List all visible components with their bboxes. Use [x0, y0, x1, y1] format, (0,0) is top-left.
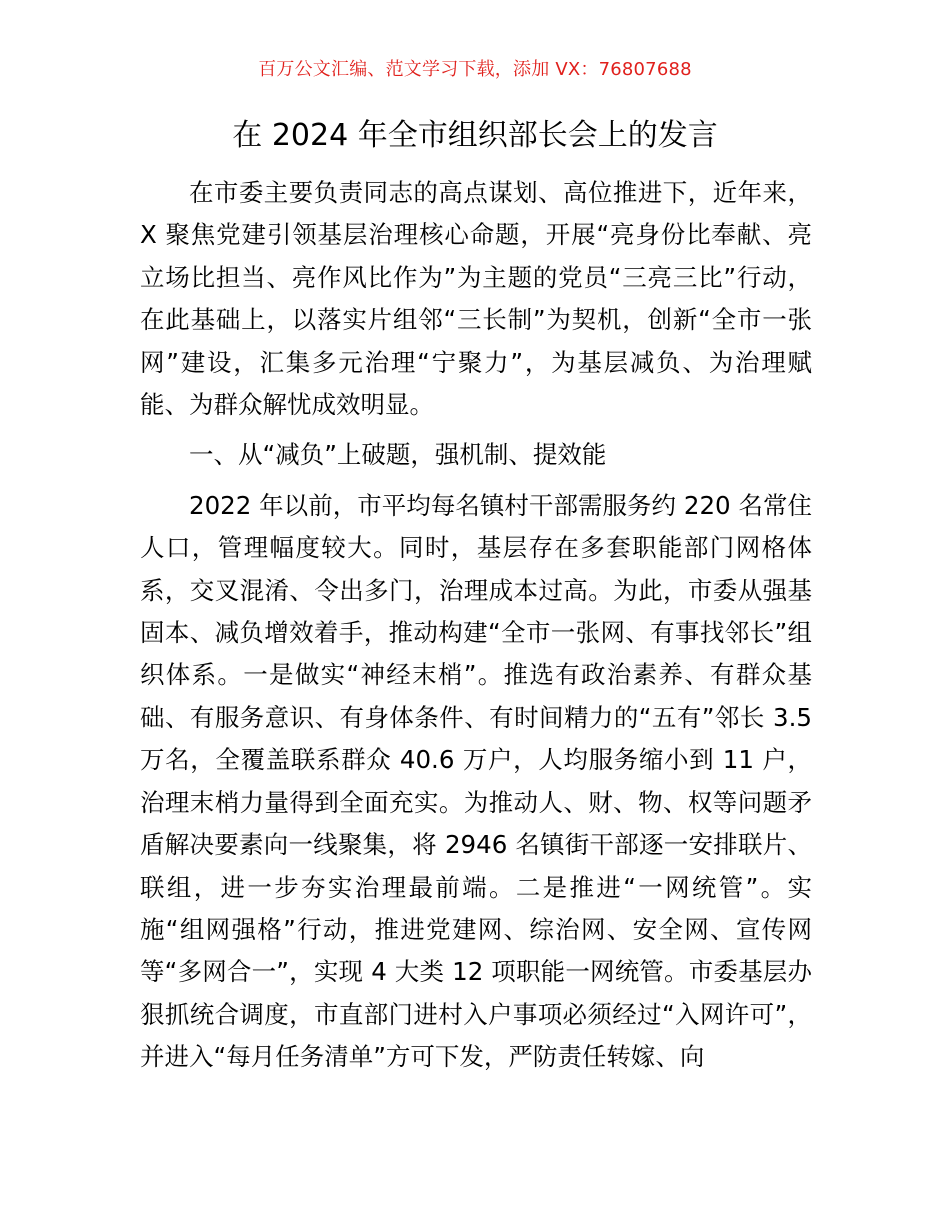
- document-body: [140, 172, 812, 1079]
- body-paragraph: 2022 年以前，市平均每名镇村干部需服务约 220 名常住人口，管理幅度较大。同时，基层存在多套职能部门网格体系，交叉混淆、令出多门，治理成本过高。为此，市委从强基固本、减负增效着手，推动构建“全市一张网、有事找邻长”组织体系。一是做实“神经末梢”。推选有政治素养、有群众基础、有服务意识、有身体条件、有时间精力的“五有”邻长 3.5 万名，全覆盖联系群众 40.6 万户，人均服务缩小到 11 户，治理末梢力量得到全面充实。为推动人、财、物、权等问题矛盾解决要素向一线聚集，将 2946 名镇街干部逐一安排联片、联组，进一步夯实治理最前端。二是推进“一网统管”。实施“组网强格”行动，推进党建网、综治网、安全网、宣传网等“多网合一”，实现 4 大类 12 项职能一网统管。市委基层办狠抓统合调度，市直部门进村入户事项必须经过“入网许可”，并进入“每月任务清单”方可下发，严防责任转嫁、向: [140, 490, 812, 1072]
- section-heading: 一、从“减负”上破题，强机制、提效能: [189, 440, 607, 470]
- page-title: 在 2024 年全市组织部长会上的发言: [232, 118, 718, 153]
- header-promo-note: 百万公文汇编、范文学习下载，添加 VX：76807688: [258, 59, 692, 80]
- intro-paragraph: 在市委主要负责同志的高点谋划、高位推进下，近年来，X 聚焦党建引领基层治理核心命题，开展“亮身份比奉献、亮立场比担当、亮作风比作为”为主题的党员“三亮三比”行动，在此基础上，以落实片组邻“三长制”为契机，创新“全市一张网”建设，汇集多元治理“宁聚力”，为基层减负、为治理赋能、为群众解忧成效明显。: [140, 178, 812, 420]
